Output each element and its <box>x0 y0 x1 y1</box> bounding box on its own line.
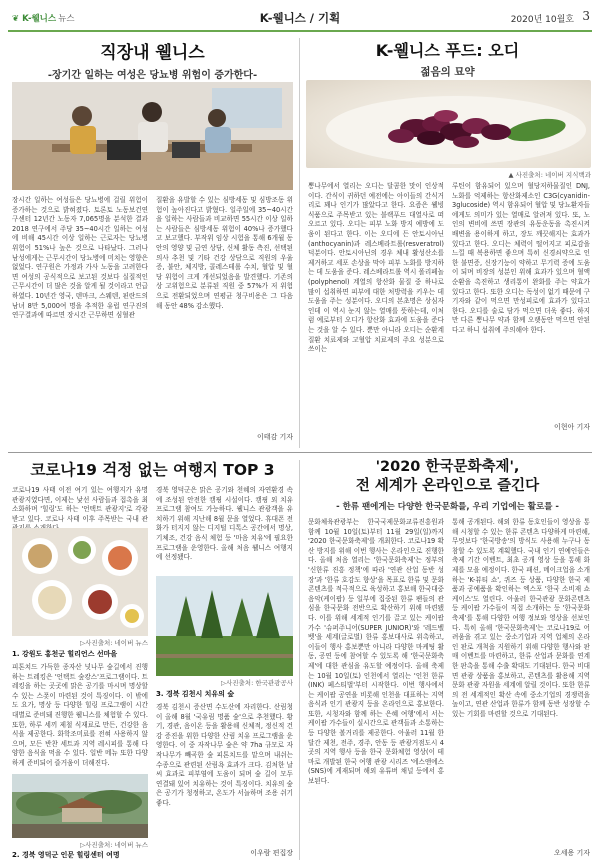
header-rule <box>8 30 592 32</box>
logo-text: K-웰니스 <box>22 14 57 24</box>
food-photo <box>12 528 148 636</box>
food-illustration <box>12 528 148 636</box>
office-photo <box>12 82 293 190</box>
article3-section1-body: 피톤치드 가득한 종자산 넛나무 숲길에서 진행하는 트레킹은 '언택트 숲캉스'프로그램이다. 트레킹을 하는 곳곳에 맑은 공기를 마시며 명상할 수 있는 스폿이 마련된 것이 특징이다. 이 밖에도 요가, 명상 등 다양한 힐링 프로그램이 시간대별로 준비돼 진행한 웰니스를 체험할 수 있다. 또한, 하루 세끼 제철 식재료로 만든, 건강한 음식을 제공한다. 화학조미료를 전혀 사용하지 않으며, 모든 반찬 세트과 지역 레시피를 통해 다양한 음식을 먹을 수 있다. 일반 메뉴 또한 다양하게 준비되어 즐거움이 더해진다. <box>12 663 148 767</box>
article3-photo3-caption: ▷사진출처: 한국관광공사 <box>220 679 293 687</box>
section-title: K-웰니스 / 기획 <box>259 11 341 25</box>
article3-column2-intro: 경북 영덕군은 맑은 공기와 천혜의 자연환경 속에 조성된 안전한 캠핑 시설이다. 캠핑 외 치유 프로그램 참여도 가능하다. 웰니스 관광객을 유치하기 위해 지난해 8월 문을 열었다. 휴대폰 전화가 터지지 않는 디지털 디톡스 공간에서 명상, 기체조, 건강 음식 체험 등 '마음 치유'에 필요한 프로그램을 운영한다. 올해 처음 웰니스 여행지에 선정됐다. <box>156 486 293 562</box>
page-number: 3 <box>582 9 590 23</box>
article2-byline: 이현아 기자 <box>553 423 590 431</box>
article4-column2: 통해 공개된다. 해외 한류 동호인들이 영상을 통해 시청할 수 있는 한류 콘텐츠 다양하게 마련해, 무엇보다 '한국방송'의 방식도 사용해 누구나 동참할 수 있도록 계획했다. 국내 인기 연예인들은 축제 기간 이벤트, 최초 공개 영상 등을 통해 화제를 모을 예정이다. 한국 패션, 메이크업을 소개하는 'K-뷰티 쇼', 퀴즈 등 상품, 다양한 한국 제품과 공예품을 확인하는 엑스포 '한국 소비재 쇼케이스'도 열린다. 아울러 한국관광 문화콘텐츠 등 케이팝 가수들이 직접 소개하는 등 '한국문화축제'를 통해 다양한 여행 정보와 영상을 선보인다. 특히 올해 '한국문화축제'는 코로나19로 어려움을 겪고 있는 중소기업과 지역 업체의 온라인 판로 개척을 지원하기 위해 다양한 행사와 판매 이벤트를 마련하고, 한류 산업과 문화를 연계한 판촉을 통해 수출 확대도 기대된다. 한국 비대면 관광 상품을 홍보하고, 콘텐츠를 활용해 지역 문화 관광 자원을 세계에 알릴 것이다. 또한 한류의 전 세계적인 확산 속에 중소기업의 경쟁력을 높이고, 연관 산업과 한류가 함께 동반 성장할 수 있는 기회를 마련할 것으로 기대된다. <box>452 518 590 718</box>
article3-photo2-caption: ▷사진출처: 네이버 뉴스 <box>80 841 148 849</box>
article3-title: 코로나19 걱정 없는 여행지 TOP 3 <box>30 461 275 479</box>
article1-column2: 질환을 유발할 수 있는 심방세동 및 심방조동 위험이 높아진다고 밝혔다. 일주일에 35~40시간을 일하는 사람들과 비교하면 55시간 이상 일하는 사람들은 심방세동 위험이 40%나 증가했다고 보고했다. 부작위 임상 시험을 통해 6개월 동안의 영양 및 금연 상담, 신체 활동 측진, 선택된 의사 추천 및 기타 건강 상담으로 직원의 우울증, 불안, 체지방, 콜레스테롤 수치, 혈압 및 혈당 위험이 크게 개선되었음을 발견했다. 기존의 상 고위험으로 분류된 직원 중 57%가 저 위험으로 전환되었으며 연평균 청구비용은 그 다음 해 동안 48% 감소했다. <box>156 196 293 310</box>
page-header <box>8 8 592 30</box>
forest-photo <box>156 576 293 676</box>
resort-illustration <box>12 774 148 838</box>
article3-photo1-caption: ▷사진출처: 네이버 뉴스 <box>80 639 148 647</box>
article2-photo-caption: ▲ 사진출처: 네이버 지식백과 <box>508 171 591 179</box>
article2-title: K-웰니스 푸드: 오디 <box>375 41 520 60</box>
article1-column1: 장시간 일하는 여성들은 당뇨병에 걸릴 위험이 증가하는 것으로 밝혀졌다. 토론토 노동보건연구센터 12년간 노동자 7,065명을 분석한 결과 2018 연구에서 주당 35~40시간 일하는 여성에 비해 45시간 이상 일하는 근로자는 당뇨병 위험이 51%나 높은 것으로 나타났다. 그러나 남성에게는 근무시간이 당뇨병에 미치는 영향은 없었다. 연구원은 가정과 가사 노동을 고려한다면 여성의 공식적으로 보고된 것보다 실질적인 근무시간이 더 많은 것을 알게 될 것이라고 언급하였다. 10년간 영국, 덴마크, 스웨덴, 핀란드의 남녀 8만 5,000여 명을 추적한 유럽 연구진의 연구결과에 따르면 장시간 근무하면 심혈관 <box>12 196 148 320</box>
article3-section1-title: 1. 강원도 홍천군 힐리언스 선마을 <box>12 650 118 658</box>
issue-date: 2020년 10월호 <box>510 15 574 25</box>
logo-sub: 뉴스 <box>58 14 75 24</box>
article2-column2: 루틴이 함유되어 있으며 혈당저하물질인 DNJ, 노화를 억제하는 항산화제소인 C3G(cyanidin-3glucoside) 역시 함유되어 혈압 및 당뇨환자들에게도 의미가 있는 열매로 알려져 있다. 또, 노인의 변비에 쓰면 장관의 유동운동을 촉진시켜 배변을 용이하게 하고, 장도 깨끗해지는 효과가 있다고 한다. 오디는 체력이 떨어지고 피로감을 느낄 때 복용하면 좋으며 특히 신경쇠약으로 인한 불면증, 신장기능이 약하고 무기력 증에 도움이 되며 비장의 성분인 위해 효과가 있으며 혈액 순환을 촉진하고 생리통이 완화를 주는 약효가 있다고 한다. 또한 오디는 독성이 없기 때문에 구기자와 같이 먹으면 만성피로에 효과가 있다고 한다. 오디를 술로 담가 먹으면 더욱 좋다. 하지만 다른 뽕나무 약과 함께 오랫동안 먹으면 안된다고 하니 섭취에 주의해야 한다. <box>452 182 590 334</box>
article2-subtitle: 젊음의 묘약 <box>420 66 475 78</box>
office-illustration <box>12 82 293 190</box>
article4-byline: 오세용 기자 <box>553 849 590 857</box>
article3-section3-body: 경북 김천시 증산면 수도산에 자리한다. 산림청이 올해 8월 '국유림 명품 숲'으로 추천했다. 황기, 경관, 음이온 등을 활용해 신체적, 정신적 건강 증진을 위한 다양한 산림 치유 프로그램을 운영한다. 이 중 자작나무 숲은 약 7ha 규모로 자작나무가 빼곡한 숲 피톤치드를 맡으며 내쉬는 수종으로 관련된 산림욕 효과가 크다. 김처한 날씨 효과로 피부염에 도움이 되며 숲 길이 모두 연결돼 있어 치유하는 것이 특징이다. 치유의 숲은 공기가 청정하고, 온도가 서늘하며 조용 쉬기 좋다. <box>156 703 293 807</box>
article1-byline: 이태감 기자 <box>256 433 293 441</box>
article2-column1: 뽕나무에서 열리는 오디는 달콤한 맛이 인상적이다. 간식이 귀하던 예전에는 아이들의 간식거리로 꽤나 인기가 많았다고 한다. 요즘은 웰빙 식품으로 주목받고 있는 블랙푸드 대열사로 떠오르고 있다. 오디는 피부 노화 방지 예방에 도움이 된다고 한다. 이는 오디에 든 안토시아닌(anthocyanin)과 레스베라트롤(resveratrol)덕분이다. 안토시아닌의 경우 체내 활성산소를 제거하고 세포 손상을 막아 피부 노화를 방지하는 데 도움을 준다. 레스베라트롤 역시 폴리페놀(polyphenol) 계열의 항산화 물질 중 하나로 많이 섭취하면 피부에 대한 처방력을 키우는 데 도움을 주는 성분이다. 오디의 본초명은 상심자인데 이 역시 눈지 않는 열매를 뜻하는데, 이처럼 예로부터 오디가 항산화 효과에 도움을 준다는 것을 알 수 있다. 뿐만 아니라 오디는 순환계질환 치료제와 고혈압 치료제의 주요 성분으로 쓰이는 <box>308 182 444 354</box>
leaf-icon: ❦ <box>12 14 20 24</box>
mulberry-illustration <box>306 80 591 168</box>
article1-title: 직장내 웰니스 <box>100 43 205 63</box>
mulberry-photo <box>306 80 591 168</box>
forest-illustration <box>156 576 293 676</box>
resort-photo <box>12 774 148 838</box>
article3-intro: 코로나19 사태 이전 여기 있는 여행지가 유명 관광지였다면, 이제는 낯선 사람들과 접촉을 최소화하며 '힐링'도 하는 '언택트 관광지'로 각광받고 있다. 코로나 사태 이후 주목받는 국내 관 <box>12 486 148 523</box>
article4-title-line2: 전 세계가 온라인으로 즐긴다 <box>355 478 540 494</box>
article4-title <box>305 458 590 496</box>
article1-subtitle: -장기간 일하는 여성은 당뇨병 위험이 증가한다- <box>47 70 258 81</box>
column-divider-lower <box>299 460 300 860</box>
article3-section3-title: 3. 경북 김천시 치유의 숲 <box>156 690 235 698</box>
article4-subtitle: - 한류 팬에게는 다양한 한국문화를, 우리 기업에는 활로를 - <box>336 502 559 512</box>
article4-column1: 문화체육관광부는 한국국제문화교류진흥원과 함께 10월 10일(토)부터 11월 29일(일)까지 '2020 한국문화축제'를 개최한다. 코로나19 확산 방지를 위해 이번 행사는 온라인으로 진행한다. 올해 처음 열리는 '한국문화축제'는 정부의 '신한류 진흥 정책'에 따라 '연관 산업 동반 성장'과 '한류 호감도 향상'을 목표로 한류 및 문화 콘텐츠를 적극적으로 육성하고 홍보해 한국대중음악(케이팝) 등 일부에 집중된 한류 팬들의 관심을 한국문화 전반으로 확산하기 위해 마련됐다. 이를 위해 세계적 인기를 끌고 있는 케이팝 가수 '슈퍼주니어(SUPER JUNIOR)'와 '레드벨벳'을 세계(글로벌) 한류 홍보대사로 위촉하고, 이들이 행사 홍보뿐만 아니라 다양한 마케팅 활동, 공연 등에 참여할 수 있도록 해 '한국문화축제'에 대한 관심을 유도할 예정이다. 올해 축제는 10월 10일(토) 인천에서 열리는 '인천 한류(INK) 페스티벌'부터 시작한다. 이번 행사에서는 케이팝 공연을 비롯해 인천을 대표하는 지역 음식과 인기 관광지 등을 온라인으로 홍보한다. 또한, 시청자와 함께 하는 은혜 여행'에서 서는 케이팝 가수들이 실시간으로 관객들과 소통하는 등 다양한 볼거리를 제공한다. 아울러 11월 한 달간 제천, 전주, 경주, 안동 등 관광거점도시 4곳의 지역 행사 등을 한국 문화체험 영상(이 테마로 개발된 한국 여행 관광 시리즈 '에스앤에스(SNS)에 게재되며 해외 유튜버 채널 등에서 홍보된다. <box>308 518 444 786</box>
article3-section2-title: 2. 경북 영덕군 인문 힐링센터 여명 <box>12 851 120 859</box>
row-divider <box>8 452 592 453</box>
column-divider <box>299 38 300 448</box>
article3-byline: 이우람 편집장 <box>250 849 293 857</box>
article4-title-line1: '2020 한국문화축제', <box>375 459 520 475</box>
